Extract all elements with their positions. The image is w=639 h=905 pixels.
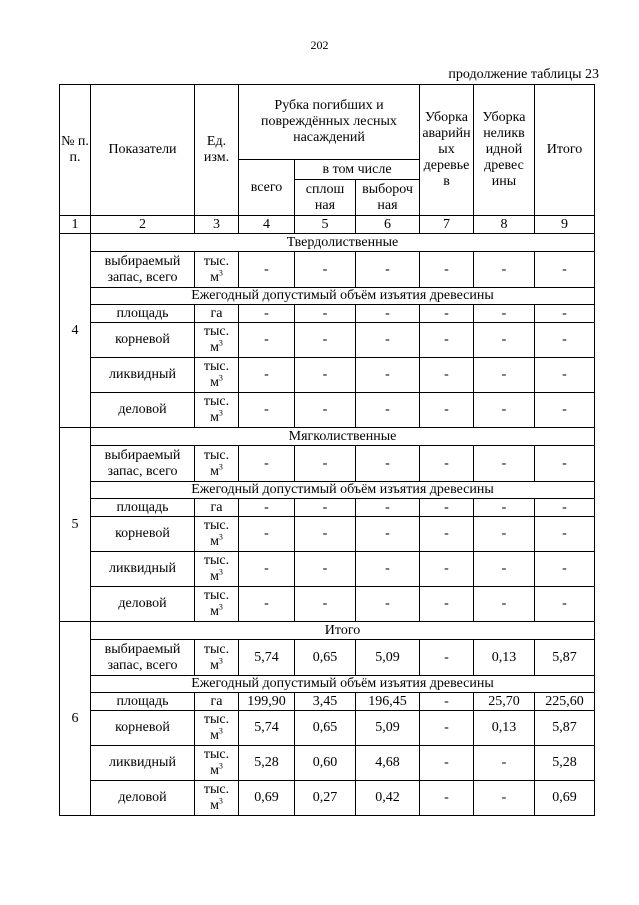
value-cell: - xyxy=(535,305,595,323)
value-cell: - xyxy=(356,446,420,482)
value-cell: - xyxy=(356,323,420,358)
indicator-label: выбираемый запас, всего xyxy=(91,252,195,288)
value-cell: - xyxy=(420,446,474,482)
value-cell: - xyxy=(474,517,535,552)
value-cell: - xyxy=(295,517,356,552)
table-row xyxy=(60,693,595,711)
value-cell: 5,74 xyxy=(239,711,295,746)
header-illiquid-cleanup: Уборка неликв идной древес ины xyxy=(474,85,535,216)
value-cell: - xyxy=(295,587,356,622)
value-cell: - xyxy=(420,552,474,587)
indicator-label: корневой xyxy=(91,711,195,746)
indicator-label: деловой xyxy=(91,393,195,428)
value-cell: - xyxy=(239,393,295,428)
unit-text: тыс. м xyxy=(203,553,230,584)
indicator-label: выбираемый запас, всего xyxy=(91,446,195,482)
indicator-label: ликвидный xyxy=(91,746,195,781)
value-cell: - xyxy=(295,323,356,358)
section-subtitle: Ежегодный допустимый объём изъятия древесины xyxy=(91,288,595,305)
value-cell: 0,69 xyxy=(535,781,595,816)
header-no: № п. п. xyxy=(60,85,91,216)
unit-cell xyxy=(195,746,239,781)
value-cell: - xyxy=(295,358,356,393)
header-felling: Рубка погибших и повреждённых лесных насаждений xyxy=(239,85,420,160)
indicator-label: ликвидный xyxy=(91,552,195,587)
unit-text: тыс. м xyxy=(203,518,230,549)
value-cell: - xyxy=(356,587,420,622)
section-subtitle-row xyxy=(60,482,595,499)
column-number: 4 xyxy=(239,216,295,234)
section-subtitle-row xyxy=(60,288,595,305)
value-cell: 0,27 xyxy=(295,781,356,816)
value-cell: - xyxy=(420,587,474,622)
column-number: 8 xyxy=(474,216,535,234)
unit-cell xyxy=(195,393,239,428)
unit-superscript: 3 xyxy=(218,602,223,612)
section-subtitle: Ежегодный допустимый объём изъятия древесины xyxy=(91,676,595,693)
unit-text: тыс. м xyxy=(203,394,230,425)
header-selective: выбороч ная xyxy=(356,180,420,216)
value-cell: - xyxy=(420,393,474,428)
header-indicators: Показатели xyxy=(91,85,195,216)
indicator-label: корневой xyxy=(91,517,195,552)
value-cell: 0,65 xyxy=(295,640,356,676)
value-cell: - xyxy=(239,323,295,358)
column-number: 1 xyxy=(60,216,91,234)
value-cell: - xyxy=(535,323,595,358)
table-row xyxy=(60,746,595,781)
header-including: в том числе xyxy=(295,160,420,180)
table-row xyxy=(60,517,595,552)
value-cell: - xyxy=(239,517,295,552)
unit-superscript: 3 xyxy=(218,655,223,665)
unit-cell xyxy=(195,305,239,323)
value-cell: - xyxy=(295,446,356,482)
unit-cell xyxy=(195,252,239,288)
value-cell: - xyxy=(295,552,356,587)
value-cell: - xyxy=(239,499,295,517)
value-cell: 5,09 xyxy=(356,640,420,676)
indicator-label: деловой xyxy=(91,781,195,816)
value-cell: 0,65 xyxy=(295,711,356,746)
column-number: 2 xyxy=(91,216,195,234)
column-number: 9 xyxy=(535,216,595,234)
reserve-row xyxy=(60,446,595,482)
section-title-row xyxy=(60,428,595,446)
table-row xyxy=(60,305,595,323)
unit-cell xyxy=(195,358,239,393)
indicator-label: корневой xyxy=(91,323,195,358)
value-cell: 5,28 xyxy=(535,746,595,781)
unit-text: тыс. м xyxy=(203,747,230,778)
section-title: Мягколиственные xyxy=(91,428,595,446)
unit-superscript: 3 xyxy=(218,567,223,577)
value-cell: - xyxy=(535,587,595,622)
table-row xyxy=(60,323,595,358)
unit-text: тыс. м xyxy=(203,324,230,355)
section-subtitle: Ежегодный допустимый объём изъятия древесины xyxy=(91,482,595,499)
value-cell: 5,09 xyxy=(356,711,420,746)
value-cell: - xyxy=(474,446,535,482)
indicator-label: выбираемый запас, всего xyxy=(91,640,195,676)
value-cell: - xyxy=(535,517,595,552)
value-cell: - xyxy=(535,358,595,393)
column-number: 7 xyxy=(420,216,474,234)
table-row xyxy=(60,711,595,746)
value-cell: - xyxy=(239,358,295,393)
column-number: 6 xyxy=(356,216,420,234)
value-cell: - xyxy=(420,640,474,676)
section-number: 6 xyxy=(60,622,91,816)
unit-cell xyxy=(195,552,239,587)
value-cell: 5,87 xyxy=(535,711,595,746)
unit-superscript: 3 xyxy=(218,726,223,736)
column-number: 3 xyxy=(195,216,239,234)
header-emergency-cleanup: Уборка аварийн ых деревье в xyxy=(420,85,474,216)
value-cell: - xyxy=(420,781,474,816)
value-cell: - xyxy=(420,711,474,746)
indicator-label: площадь xyxy=(91,305,195,323)
unit-text: тыс. м xyxy=(203,641,230,673)
value-cell: - xyxy=(474,393,535,428)
table-row xyxy=(60,393,595,428)
unit-text: тыс. м xyxy=(203,253,230,285)
value-cell: - xyxy=(474,587,535,622)
value-cell: - xyxy=(535,446,595,482)
column-numbers-row xyxy=(60,216,595,234)
value-cell: - xyxy=(356,517,420,552)
table-row xyxy=(60,587,595,622)
value-cell: - xyxy=(420,499,474,517)
value-cell: - xyxy=(420,252,474,288)
section-title: Итого xyxy=(91,622,595,640)
table-body xyxy=(60,85,595,816)
value-cell: 5,87 xyxy=(535,640,595,676)
value-cell: 0,69 xyxy=(239,781,295,816)
value-cell: - xyxy=(420,305,474,323)
unit-cell xyxy=(195,517,239,552)
value-cell: - xyxy=(420,693,474,711)
unit-superscript: 3 xyxy=(218,761,223,771)
value-cell: - xyxy=(295,393,356,428)
value-cell: - xyxy=(239,252,295,288)
value-cell: 5,74 xyxy=(239,640,295,676)
value-cell: - xyxy=(356,393,420,428)
section-number: 4 xyxy=(60,234,91,428)
reserve-row xyxy=(60,640,595,676)
header-continuous: сплош ная xyxy=(295,180,356,216)
table-row xyxy=(60,499,595,517)
unit-cell xyxy=(195,640,239,676)
unit-text: га xyxy=(210,305,223,321)
unit-superscript: 3 xyxy=(218,532,223,542)
unit-superscript: 3 xyxy=(218,408,223,418)
value-cell: - xyxy=(295,499,356,517)
value-cell: - xyxy=(420,323,474,358)
value-cell: - xyxy=(535,393,595,428)
value-cell: 0,13 xyxy=(474,711,535,746)
unit-text: га xyxy=(210,499,223,515)
value-cell: 225,60 xyxy=(535,693,595,711)
value-cell: - xyxy=(535,252,595,288)
value-cell: 0,42 xyxy=(356,781,420,816)
unit-text: тыс. м xyxy=(203,359,230,390)
unit-cell xyxy=(195,587,239,622)
value-cell: - xyxy=(420,746,474,781)
value-cell: - xyxy=(474,305,535,323)
value-cell: - xyxy=(535,499,595,517)
value-cell: - xyxy=(356,252,420,288)
header-row-1 xyxy=(60,85,595,160)
value-cell: - xyxy=(239,305,295,323)
unit-text: тыс. м xyxy=(203,588,230,619)
value-cell: - xyxy=(420,517,474,552)
unit-text: тыс. м xyxy=(203,447,230,479)
unit-cell xyxy=(195,323,239,358)
value-cell: - xyxy=(474,781,535,816)
header-unit: Ед. изм. xyxy=(195,85,239,216)
unit-text: тыс. м xyxy=(203,782,230,813)
value-cell: - xyxy=(356,305,420,323)
value-cell: - xyxy=(356,499,420,517)
indicator-label: площадь xyxy=(91,693,195,711)
value-cell: 0,13 xyxy=(474,640,535,676)
value-cell: - xyxy=(420,358,474,393)
table-row xyxy=(60,358,595,393)
unit-superscript: 3 xyxy=(218,338,223,348)
value-cell: 199,90 xyxy=(239,693,295,711)
value-cell: - xyxy=(474,746,535,781)
header-total-all: всего xyxy=(239,160,295,216)
value-cell: - xyxy=(474,252,535,288)
unit-text: тыс. м xyxy=(203,712,230,743)
value-cell: 25,70 xyxy=(474,693,535,711)
page-number: 202 xyxy=(310,38,329,52)
value-cell: - xyxy=(535,552,595,587)
value-cell: 4,68 xyxy=(356,746,420,781)
value-cell: - xyxy=(239,446,295,482)
value-cell: 5,28 xyxy=(239,746,295,781)
value-cell: - xyxy=(239,587,295,622)
unit-cell xyxy=(195,711,239,746)
unit-superscript: 3 xyxy=(218,267,223,277)
section-title-row xyxy=(60,234,595,252)
column-number: 5 xyxy=(295,216,356,234)
section-subtitle-row xyxy=(60,676,595,693)
indicator-label: ликвидный xyxy=(91,358,195,393)
value-cell: - xyxy=(474,358,535,393)
value-cell: - xyxy=(474,499,535,517)
section-title: Твердолиственные xyxy=(91,234,595,252)
value-cell: - xyxy=(356,358,420,393)
unit-superscript: 3 xyxy=(218,796,223,806)
unit-text: га xyxy=(210,693,223,709)
data-table xyxy=(59,84,595,816)
unit-cell xyxy=(195,446,239,482)
value-cell: - xyxy=(474,552,535,587)
reserve-row xyxy=(60,252,595,288)
value-cell: - xyxy=(474,323,535,358)
unit-cell xyxy=(195,693,239,711)
value-cell: 196,45 xyxy=(356,693,420,711)
value-cell: - xyxy=(295,305,356,323)
section-title-row xyxy=(60,622,595,640)
unit-superscript: 3 xyxy=(218,373,223,383)
unit-cell xyxy=(195,781,239,816)
indicator-label: площадь xyxy=(91,499,195,517)
unit-superscript: 3 xyxy=(218,461,223,471)
table-row xyxy=(60,552,595,587)
unit-cell xyxy=(195,499,239,517)
value-cell: - xyxy=(356,552,420,587)
value-cell: 3,45 xyxy=(295,693,356,711)
value-cell: - xyxy=(295,252,356,288)
header-grand-total: Итого xyxy=(535,85,595,216)
table-row xyxy=(60,781,595,816)
value-cell: 0,60 xyxy=(295,746,356,781)
table-continuation-caption: продолжение таблицы 23 xyxy=(448,67,599,82)
indicator-label: деловой xyxy=(91,587,195,622)
section-number: 5 xyxy=(60,428,91,622)
value-cell: - xyxy=(239,552,295,587)
